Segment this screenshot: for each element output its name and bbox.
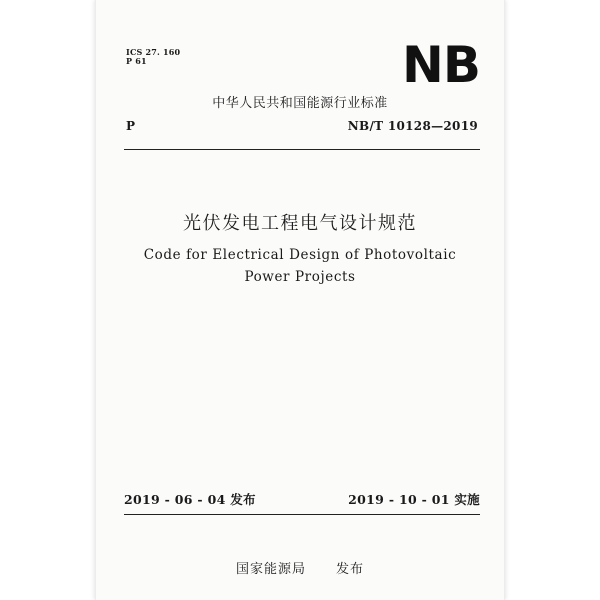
- title-english-line1: Code for Electrical Design of Photovoltaic: [143, 247, 457, 263]
- title-english-line2: Power Projects: [244, 269, 356, 285]
- publisher-name: 国家能源局: [235, 562, 306, 577]
- standard-cover-page: [96, 0, 504, 600]
- title-chinese: 光伏发电工程电气设计规范: [183, 213, 417, 234]
- header-rule: [124, 149, 480, 150]
- p-code: P 61: [126, 56, 147, 66]
- implementation-date: 2019 - 10 - 01 实施: [348, 492, 480, 507]
- standard-number: NB/T 10128—2019: [347, 119, 478, 133]
- standard-category: 中华人民共和国能源行业标准: [212, 96, 388, 111]
- publisher-action: 发布: [336, 562, 365, 577]
- ics-code: ICS 27. 160: [126, 47, 181, 57]
- nb-logo: NB: [402, 36, 480, 94]
- publisher-line: [96, 558, 504, 577]
- title-english: [96, 244, 504, 288]
- issue-date: 2019 - 06 - 04 发布: [124, 492, 256, 507]
- classification-codes: [126, 48, 180, 66]
- footer-rule: [124, 514, 480, 515]
- p-mark: P: [126, 119, 136, 133]
